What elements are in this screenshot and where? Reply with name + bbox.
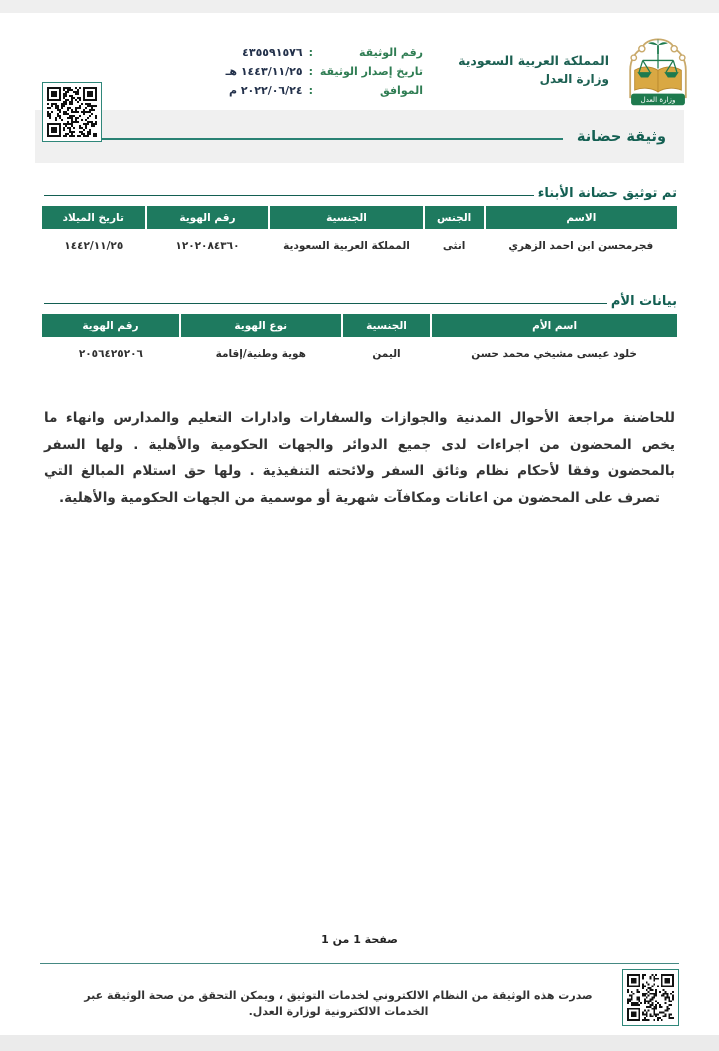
child-birth-date: ١٤٤٢/١١/٢٥ [42, 229, 146, 257]
doc-number-value: ٤٣٥٥٩١٥٧٦ [242, 46, 303, 59]
children-table-header-row [42, 206, 677, 229]
doc-number-label: رقم الوثيقة [359, 46, 423, 59]
col-id-type: نوع الهوية [180, 314, 342, 337]
colon-separator: : [308, 65, 313, 78]
custody-rights-paragraph: للحاضنة مراجعة الأحوال المدنية والجوازات والسفارات وادارات التعليم والمدارس وانهاء ما يخص المحضون من اجراءات لدى جميع الدوائر والجهات الحكومية والأهلية . ولها السفر بالمحضون وفقا لأحكام نظام وثائق السفر ولائحته التنفيذية . ولها حق استلام المبالغ التي تصرف على المحضون من اعانات ومكافآت شهرية أو موسمية من الجهات الحكومية والأهلية. [44, 410, 675, 506]
colon-separator: : [308, 46, 313, 59]
gregorian-date-value: ٢٠٢٢/٠٦/٢٤ م [228, 84, 303, 97]
gregorian-date-label: الموافق [379, 84, 423, 97]
children-section-title: تم توثيق حضانة الأبناء [537, 186, 677, 201]
children-table-row [42, 229, 677, 257]
ministry-titles [458, 53, 609, 89]
col-mother-nationality: الجنسية [342, 314, 432, 337]
mother-section-header [42, 293, 677, 311]
title-underline [55, 138, 563, 140]
mother-table-row [42, 337, 677, 365]
child-name: فجرمحسن ابن احمد الزهري [485, 229, 677, 257]
document-body [42, 163, 677, 511]
title-band [35, 110, 684, 163]
issue-date-row [148, 62, 423, 81]
mother-id-number: ٢٠٥٦٤٢٥٢٠٦ [42, 337, 180, 365]
col-name: الاسم [485, 206, 677, 229]
mother-table-header-row [42, 314, 677, 337]
document-header [0, 13, 719, 110]
col-id-number: رقم الهوية [146, 206, 270, 229]
document-title: وثيقة حضانة [576, 128, 666, 145]
child-nationality: المملكة العربية السعودية [269, 229, 423, 257]
children-table [42, 206, 677, 257]
emblem-banner-text: وزارة العدل [640, 95, 676, 105]
mother-id-type: هوية وطنية/إقامة [180, 337, 342, 365]
col-birth-date: تاريخ الميلاد [42, 206, 146, 229]
mother-section-title: بيانات الأم [610, 294, 677, 309]
ministry-name: وزارة العدل [539, 72, 609, 86]
issue-date-label: تاريخ إصدار الوثيقة [319, 65, 423, 78]
colon-separator: : [308, 84, 313, 97]
qr-code-bottom [622, 969, 679, 1026]
section-rule [44, 303, 607, 305]
page-number: صفحة 1 من 1 [321, 933, 398, 946]
issue-date-value: ١٤٤٣/١١/٢٥ هـ [225, 65, 303, 78]
col-mother-name: اسم الأم [431, 314, 677, 337]
bottom-gray-strip [0, 1035, 719, 1051]
col-mother-id-number: رقم الهوية [42, 314, 180, 337]
mother-table [42, 314, 677, 365]
col-nationality: الجنسية [269, 206, 423, 229]
ministry-of-justice-emblem-icon [616, 38, 700, 108]
col-gender: الجنس [424, 206, 485, 229]
children-section-header [42, 185, 677, 203]
mother-nationality: اليمن [342, 337, 432, 365]
gregorian-date-row [148, 81, 423, 100]
doc-number-row [148, 43, 423, 62]
kingdom-name: المملكة العربية السعودية [458, 53, 609, 68]
qr-code-top [42, 82, 102, 142]
mother-name: خلود عيسى مشيخي محمد حسن [431, 337, 677, 365]
section-rule [44, 195, 534, 197]
top-gray-strip [0, 0, 719, 13]
footer-rule [40, 963, 679, 964]
document-info-block [148, 43, 423, 100]
child-id-number: ١٢٠٢٠٨٤٣٦٠ [146, 229, 270, 257]
child-gender: انثى [424, 229, 485, 257]
electronic-issuance-note: صدرت هذه الوثيقة من النظام الالكتروني لخدمات التوثيق ، ويمكن التحقق من صحة الوثيقة عبر الخدمات الالكترونية لوزارة العدل. [84, 989, 593, 1018]
